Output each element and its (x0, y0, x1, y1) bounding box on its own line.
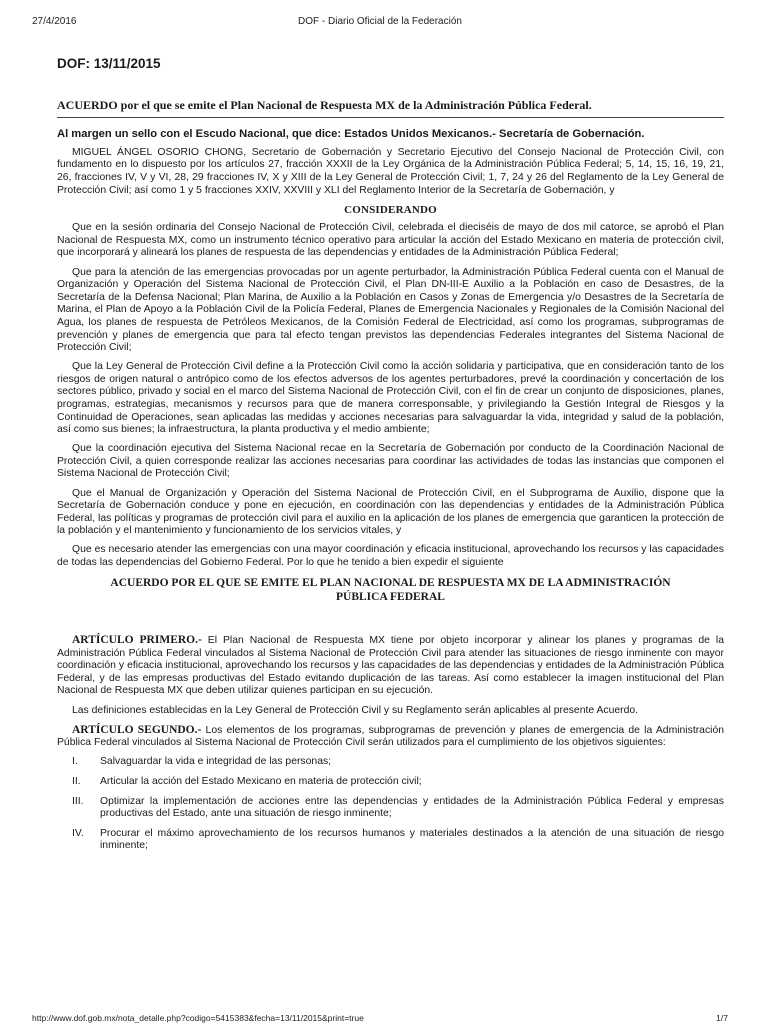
considerando-heading: CONSIDERANDO (344, 203, 437, 216)
margin-note: Al margen un sello con el Escudo Nacional, que dice: Estados Unidos Mexicanos.- Secretaría de Gobernación. (57, 128, 645, 141)
fracciones-list (57, 756, 724, 853)
considerando-paragraph: Que en la sesión ordinaria del Consejo Nacional de Protección Civil, celebrada el dieciséis de mayo de dos mil catorce, se aprobó el Plan Nacional de Respuesta MX, como un instrumento técnico operativo para articular la acción del Estado Mexicano en materia de protección civil, que incorporará y alineará los planes de respuesta de las dependencias y entidades de la Administración Pública Federal; (57, 222, 724, 259)
fraccion-number: II. (72, 775, 81, 787)
document-body (57, 58, 724, 860)
considerando-paragraph: Que para la atención de las emergencias provocadas por un agente perturbador, la Administración Pública Federal cuenta con el Manual de Organización y Operación del Sistema Nacional de Protección Civil, el Plan DN-III-E Auxilio a la Población en caso de Desastres, de la Secretaría de la Defensa Nacional; Plan Marina, de Auxilio a la Población en Casos y Zonas de Emergencia y/o Desastres de la Secretaría de Marina, el Plan de Apoyo a la Población Civil de la Policía Federal, Planes de Emergencia Nacionales y Regionales de la Comisión Nacional del Agua, los planes de respuesta de Petróleos Mexicanos, de la Comisión Federal de Electricidad, así como los programas, subprogramas de prevención y planes de emergencia que para tal efecto tengan previstos las dependencias Federales integrantes del Sistema Nacional de Protección Civil; (57, 266, 724, 354)
considerando-paragraph: Que la coordinación ejecutiva del Sistema Nacional recae en la Secretaría de Gobernación por conducto de la Coordinación Nacional de Protección Civil, a quien corresponde realizar las acciones necesarias para coordinar las actividades de todas las instancias que componen el Sistema Nacional de Protección Civil; (57, 443, 724, 480)
intro-paragraph: MIGUEL ÁNGEL OSORIO CHONG, Secretario de Gobernación y Secretario Ejecutivo del Consejo Nacional de Protección Civil, con fundamento en lo dispuesto por los artículos 27, fracción XXXII de la Ley Orgánica de la Administración Pública Federal; 5, 14, 15, 16, 19, 21, 26, fracciones IV, V y VI, 28, 29 fracciones IV, X y XIII de la Ley General de Protección Civil; 1, 7, 24 y 26 del Reglamento de la Ley General de Protección Civil; así como 1 y 5 fracciones XXIV, XXVIII y XLI del Reglamento Interior de la Secretaría de Gobernación, y (57, 146, 724, 196)
fraccion-text: Articular la acción del Estado Mexicano en materia de protección civil; (100, 775, 422, 787)
list-item (57, 796, 724, 821)
articulo-segundo (57, 724, 724, 750)
articulo-primero-label: ARTÍCULO PRIMERO.- (72, 634, 202, 647)
articulo-segundo-text: Los elementos de los programas, subprogramas de prevención y planes de emergencia de la Administración Pública Federal vinculados al Sistema Nacional de Protección Civil serán utilizados para el cumplimiento de los objetivos siguientes: (57, 724, 725, 749)
fraccion-number: III. (72, 795, 84, 807)
dof-date: DOF: 13/11/2015 (57, 56, 161, 71)
list-item (57, 828, 724, 853)
considerando-paragraph: Que el Manual de Organización y Operación del Sistema Nacional de Protección Civil, en el Subprograma de Auxilio, dispone que la Secretaría de Gobernación conduce y pone en ejecución, en coordinación con las dependencias y entidades de la Administración Pública Federal, las políticas y programas de protección civil para el auxilio en la aplicación de los planes de emergencia que garanticen la protección de la población y el mantenimiento y funcionamiento de los servicios vitales, y (57, 487, 724, 537)
definiciones-paragraph: Las definiciones establecidas en la Ley General de Protección Civil y su Reglamento serán aplicables al presente Acuerdo. (72, 704, 639, 716)
print-page-title: DOF - Diario Oficial de la Federación (298, 16, 462, 27)
articulo-segundo-label: ARTÍCULO SEGUNDO.- (72, 723, 202, 736)
fraccion-text: Procurar el máximo aprovechamiento de los recursos humanos y materiales destinados a la atención de una situación de riesgo inminente; (100, 827, 724, 852)
list-item (57, 756, 724, 769)
considerando-paragraph: Que la Ley General de Protección Civil define a la Protección Civil como la acción solidaria y participativa, que en consideración tanto de los riesgos de origen natural o antrópico como de los efectos adversos de los agentes perturbadores, prevé la coordinación y concertación de los sectores público, privado y social en el marco del Sistema Nacional de Protección Civil, con el fin de crear un conjunto de disposiciones, planes, programas, estrategias, mecanismos y recursos para que de manera corresponsable, y privilegiando la Gestión Integral de Riesgos y la Continuidad de Operaciones, sean aplicadas las medidas y acciones necesarias para salvaguardar la vida, integridad y salud de la población, así como sus bienes; la infraestructura, la planta productiva y el medio ambiente; (57, 361, 724, 436)
articulo-primero-text: El Plan Nacional de Respuesta MX tiene por objeto incorporar y alinear los planes y programas de la Administración Pública Federal vinculados al Sistema Nacional de Protección Civil para atender las situaciones de riesgo inminente con mayor coordinación y eficacia institucional, aprovechando los recursos y las capacidades de las dependencias y entidades de la Administración Pública Federal, y de las empresas productivas del Estado evitando duplicación de las tareas. Así como establecer la imagen institucional del Plan Nacional de Respuesta MX que deben utilizar quienes participan en su ejecución. (57, 635, 724, 697)
fraccion-text: Salvaguardar la vida e integridad de las personas; (100, 756, 332, 768)
fraccion-number: I. (72, 756, 78, 768)
fraccion-number: IV. (72, 827, 84, 839)
fraccion-text: Optimizar la implementación de acciones entre las dependencias y entidades de la Administración Pública Federal y empresas productivas del Estado, ante una situación de riesgo inminente; (100, 795, 724, 820)
page-url: http://www.dof.gob.mx/nota_detalle.php?codigo=5415383&fecha=13/11/2015&print=true (32, 1013, 364, 1023)
articulo-primero (57, 634, 724, 698)
print-date: 27/4/2016 (32, 16, 77, 27)
page-number: 1/7 (716, 1013, 728, 1023)
considerando-paragraph: Que es necesario atender las emergencias con una mayor coordinación y eficacia institucional, aprovechando los recursos y las capacidades de todas las dependencias del Gobierno Federal. Por lo que he tenido a bien expedir el siguiente (57, 544, 724, 568)
acuerdo-title: ACUERDO por el que se emite el Plan Nacional de Respuesta MX de la Administración Pública Federal. (57, 99, 724, 119)
list-item (57, 776, 724, 789)
acuerdo-heading: ACUERDO POR EL QUE SE EMITE EL PLAN NACIONAL DE RESPUESTA MX DE LA ADMINISTRACIÓN PÚBLICA FEDERAL (110, 577, 671, 604)
